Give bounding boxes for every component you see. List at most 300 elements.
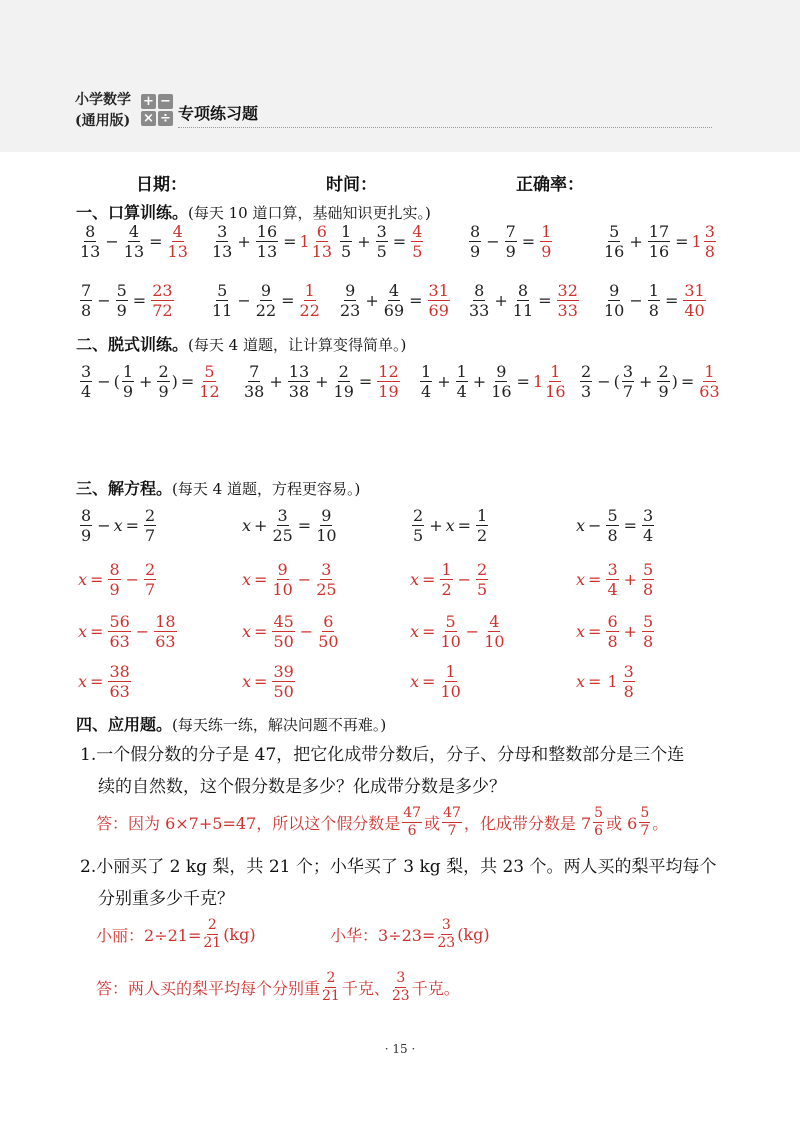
problem-2-line-2: 分别重多少千克？ <box>98 889 234 909</box>
p2-xiaohua-frac-numerator: 3 <box>441 917 451 933</box>
step-4-answer <box>699 362 719 401</box>
p2-xiaoli-label: 小丽：2÷21= <box>96 926 202 945</box>
p2-ans-frac-2-numerator: 3 <box>396 970 406 986</box>
step-3-eq: = <box>516 372 530 391</box>
oral-3-a <box>340 222 352 261</box>
oral-9-b-denominator: 11 <box>512 301 534 320</box>
oral-10-b-denominator: 8 <box>648 301 659 320</box>
equation-3-rhs <box>476 506 488 545</box>
equation-step2-3-p-denominator: 10 <box>440 632 461 651</box>
equation-step2-4-p-numerator: 6 <box>607 612 618 631</box>
oral-7-answer-numerator: 1 <box>304 281 315 300</box>
p2-xiaoli-frac <box>203 917 221 952</box>
equation-step1-2-var: x <box>242 570 252 589</box>
equation-1-var: x <box>113 516 123 535</box>
oral-6-answer-denominator: 72 <box>152 301 173 320</box>
oral-1-a-numerator: 8 <box>85 222 96 241</box>
equation-4-var: x <box>576 516 586 535</box>
step-4-b <box>622 362 634 401</box>
oral-1-b-denominator: 13 <box>123 242 145 261</box>
oral-2-op: + <box>237 232 251 251</box>
equation-step1-1-p-denominator: 9 <box>109 580 120 599</box>
oral-7-a <box>212 281 232 320</box>
oral-7-eq: = <box>281 291 295 310</box>
oral-2-b-denominator: 13 <box>256 242 278 261</box>
equation-step1-4-q-denominator: 8 <box>643 580 654 599</box>
oral-item-4 <box>467 222 554 261</box>
equation-result-2-var: x <box>242 672 252 691</box>
p2-ans-frac-1 <box>322 970 340 1005</box>
equation-step1-4-op: + <box>623 570 638 589</box>
step-1-paren-right: ) <box>171 372 178 391</box>
page-number: · 15 · <box>384 1042 416 1056</box>
equation-4-rhs <box>642 506 654 545</box>
equation-step2-3-p-numerator: 5 <box>445 612 456 631</box>
oral-3-eq: = <box>392 232 407 251</box>
equation-step1-1 <box>78 560 158 599</box>
step-2-c <box>334 362 354 401</box>
equation-2-rhs-denominator: 10 <box>316 526 337 545</box>
equation-2-b <box>272 506 292 545</box>
oral-4-a <box>469 222 481 261</box>
oral-4-b-denominator: 9 <box>505 242 516 261</box>
equation-result-4-result-numerator: 3 <box>623 662 634 681</box>
equation-2-op: + <box>254 516 268 535</box>
equation-result-3-result-numerator: 1 <box>445 662 456 681</box>
oral-7-b-denominator: 22 <box>255 301 277 320</box>
equation-step2-2-q-numerator: 6 <box>323 612 334 631</box>
p1-improper-b <box>442 805 462 840</box>
oral-6-a-numerator: 7 <box>81 281 92 300</box>
equation-step1-1-op: − <box>125 570 140 589</box>
oral-5-answer-numerator: 3 <box>704 222 715 241</box>
equation-step1-2 <box>242 560 339 599</box>
oral-3-answer-numerator: 4 <box>412 222 423 241</box>
oral-5-a-denominator: 16 <box>604 242 625 261</box>
equation-step2-3-q-denominator: 10 <box>484 632 505 651</box>
equation-4-b-numerator: 5 <box>607 506 618 525</box>
step-1-a-numerator: 3 <box>81 362 92 381</box>
section-2-note: (每天 4 道题，让计算变得简单。) <box>188 336 407 354</box>
oral-1-b <box>124 222 144 261</box>
step-4-a-denominator: 3 <box>581 382 592 401</box>
equation-step1-3-p-numerator: 1 <box>441 560 452 579</box>
equation-step1-1-q <box>144 560 156 599</box>
equation-step1-3 <box>410 560 490 599</box>
oral-4-answer-denominator: 9 <box>541 242 552 261</box>
p1-improper-a-denominator: 6 <box>407 823 417 839</box>
oral-4-a-denominator: 9 <box>470 242 481 261</box>
oral-6-answer-numerator: 23 <box>152 281 173 300</box>
minus-icon: − <box>158 94 173 109</box>
step-3-a-numerator: 1 <box>421 362 432 381</box>
oral-9-eq: = <box>538 291 552 310</box>
oral-1-answer <box>168 222 188 261</box>
oral-8-a-denominator: 23 <box>340 301 361 320</box>
p1-improper-a-numerator: 47 <box>403 805 422 821</box>
oral-9-op: + <box>494 291 508 310</box>
equation-2-b-denominator: 25 <box>272 526 293 545</box>
stepwise-item-3 <box>418 362 568 401</box>
equation-step2-3-op: − <box>465 622 480 641</box>
p2-xiaohua-label: 小华：3÷23= <box>330 926 436 945</box>
equation-step1-4-var: x <box>576 570 586 589</box>
equation-result-4-whole: 1 <box>607 672 618 691</box>
equation-1-rhs <box>144 506 156 545</box>
problem-2-answer <box>96 970 460 1005</box>
oral-2-b <box>256 222 278 261</box>
oral-5-b <box>648 222 670 261</box>
equation-step2-4-q <box>642 612 654 651</box>
equation-step1-1-var: x <box>78 570 88 589</box>
p1-or-1: 或 <box>424 814 441 833</box>
oral-9-a-denominator: 33 <box>469 301 490 320</box>
equation-result-1-result-numerator: 38 <box>109 662 130 681</box>
oral-9-answer-numerator: 32 <box>557 281 578 300</box>
equation-result-3-result <box>440 662 460 701</box>
oral-item-8 <box>338 281 452 320</box>
equation-result-2 <box>242 662 297 701</box>
p2-ans-frac-1-denominator: 21 <box>322 988 340 1004</box>
equation-1-rhs-denominator: 7 <box>145 526 156 545</box>
equation-step1-4-q-numerator: 5 <box>643 560 654 579</box>
step-4-op1: − <box>597 372 611 391</box>
step-4-b-numerator: 3 <box>622 362 634 381</box>
equation-2-b-numerator: 3 <box>277 506 288 525</box>
section-4-note: (每天练一练，解决问题不再难。) <box>172 716 387 734</box>
p2-ans-frac-1-numerator: 2 <box>326 970 336 986</box>
oral-3-answer-denominator: 5 <box>412 242 423 261</box>
section-3-title: 三、解方程。 <box>76 479 173 498</box>
equation-step2-1-q <box>154 612 176 651</box>
p1-or-2: 或 6 <box>606 814 638 833</box>
oral-8-b <box>384 281 404 320</box>
equation-result-3-var: x <box>410 672 420 691</box>
accuracy-label: 正确率： <box>516 175 584 195</box>
equation-4 <box>576 506 656 545</box>
equation-step2-1-q-numerator: 18 <box>155 612 176 631</box>
step-4-op2: + <box>639 372 653 391</box>
step-1-a <box>80 362 92 401</box>
oral-1-answer-denominator: 13 <box>167 242 188 261</box>
equation-3-rhs-numerator: 1 <box>477 506 488 525</box>
oral-8-op: + <box>365 291 379 310</box>
section-2-heading <box>76 332 406 355</box>
equation-result-2-result <box>272 662 294 701</box>
p2-ans-frac-2 <box>392 970 410 1005</box>
p2-ans-prefix: 答：两人买的梨平均每个分别重 <box>96 979 321 998</box>
equation-step2-3 <box>410 612 507 651</box>
p2-xiaoli-frac-numerator: 2 <box>207 917 217 933</box>
equation-step1-4-p <box>606 560 618 599</box>
oral-5-whole: 1 <box>691 232 702 251</box>
oral-1-b-numerator: 4 <box>128 222 140 241</box>
equation-step2-3-eq: = <box>422 622 436 641</box>
oral-6-answer <box>151 281 173 320</box>
equation-step2-1-p-numerator: 56 <box>109 612 130 631</box>
oral-2-eq: = <box>283 232 297 251</box>
equation-result-3 <box>410 662 463 701</box>
equation-step1-3-q <box>476 560 488 599</box>
step-2-a-numerator: 7 <box>249 362 260 381</box>
p1-mixed-a-numerator: 5 <box>594 805 604 821</box>
oral-9-a-numerator: 8 <box>474 281 485 300</box>
equation-result-1-var: x <box>78 672 88 691</box>
oral-10-eq: = <box>664 291 679 310</box>
section-1-heading <box>76 200 431 223</box>
section-2-title: 二、脱式训练。 <box>76 335 189 354</box>
step-3-whole: 1 <box>532 372 544 391</box>
equation-step2-2-op: − <box>299 622 314 641</box>
oral-3-a-numerator: 1 <box>341 222 352 241</box>
equation-result-4-result <box>623 662 635 701</box>
equation-step2-1-p-denominator: 63 <box>109 632 130 651</box>
oral-2-answer-numerator: 6 <box>316 222 327 241</box>
p1-improper-a <box>402 805 422 840</box>
oral-item-1 <box>78 222 190 261</box>
equation-result-2-result-denominator: 50 <box>273 682 294 701</box>
equation-step1-2-op: − <box>297 570 312 589</box>
equation-step1-2-q <box>316 560 336 599</box>
step-3-answer <box>545 362 565 401</box>
equation-1-a-denominator: 9 <box>81 526 92 545</box>
equation-result-2-result-numerator: 39 <box>273 662 294 681</box>
oral-4-answer-numerator: 1 <box>541 222 552 241</box>
equation-4-rhs-numerator: 3 <box>643 506 654 525</box>
oral-7-op: − <box>237 291 251 310</box>
equation-step2-2-p-numerator: 45 <box>273 612 294 631</box>
equation-result-3-eq: = <box>422 672 436 691</box>
section-1-note: (每天 10 道口算，基础知识更扎实。) <box>188 204 431 222</box>
p2-ans-unit-2: 千克。 <box>411 979 460 998</box>
p2-ans-unit-1: 千克、 <box>341 979 390 998</box>
equation-step1-2-p-denominator: 10 <box>272 580 293 599</box>
problem-2-xiaoli-calc <box>96 917 256 952</box>
step-2-answer <box>377 362 399 401</box>
oral-10-answer-numerator: 31 <box>684 281 705 300</box>
oral-7-a-numerator: 5 <box>217 281 228 300</box>
equation-2-var: x <box>242 516 252 535</box>
equation-result-4-eq: = <box>588 672 602 691</box>
step-4-b-denominator: 7 <box>622 382 634 401</box>
step-3-a-denominator: 4 <box>421 382 432 401</box>
equation-result-1-result <box>108 662 130 701</box>
equation-1-eq: = <box>125 516 140 535</box>
oral-1-answer-numerator: 4 <box>172 222 183 241</box>
oral-5-eq: = <box>675 232 689 251</box>
p1-mixed-a <box>593 805 604 840</box>
equation-result-2-eq: = <box>254 672 268 691</box>
oral-5-a-numerator: 5 <box>609 222 620 241</box>
step-1-c <box>157 362 169 401</box>
step-3-c-denominator: 16 <box>491 382 512 401</box>
step-2-answer-denominator: 19 <box>378 382 399 401</box>
equation-step2-4-q-denominator: 8 <box>643 632 654 651</box>
problem-2-line-1: 2.小丽买了 2 kg 梨，共 21 个；小华买了 3 kg 梨，共 23 个。两人买的梨平均每个 <box>80 857 717 877</box>
equation-step2-2-q-denominator: 50 <box>318 632 339 651</box>
equation-step2-2 <box>242 612 341 651</box>
equation-step1-4-p-numerator: 3 <box>607 560 618 579</box>
oral-5-answer-denominator: 8 <box>704 242 715 261</box>
oral-10-b-numerator: 1 <box>648 281 659 300</box>
step-4-eq: = <box>680 372 695 391</box>
oral-10-a-numerator: 9 <box>609 281 620 300</box>
p2-xiaohua-frac <box>437 917 455 952</box>
equation-step2-1-q-denominator: 63 <box>155 632 176 651</box>
oral-4-a-numerator: 8 <box>470 222 481 241</box>
equation-step2-4-eq: = <box>588 622 602 641</box>
equation-3-eq: = <box>457 516 472 535</box>
p1-mixed-b-numerator: 5 <box>640 805 650 821</box>
step-3-c <box>491 362 511 401</box>
oral-8-answer-numerator: 31 <box>428 281 449 300</box>
equation-3-op: + <box>429 516 443 535</box>
oral-3-b <box>376 222 388 261</box>
equation-1-a-numerator: 8 <box>81 506 92 525</box>
step-3-c-numerator: 9 <box>496 362 507 381</box>
equation-step1-1-q-numerator: 2 <box>145 560 156 579</box>
oral-item-9 <box>467 281 581 320</box>
step-2-a-denominator: 38 <box>244 382 265 401</box>
oral-4-op: − <box>486 232 500 251</box>
equation-step2-3-p <box>440 612 460 651</box>
equation-step1-2-p-numerator: 9 <box>277 560 288 579</box>
stepwise-item-4 <box>578 362 722 401</box>
oral-2-whole: 1 <box>299 232 310 251</box>
step-4-paren-right: ) <box>671 372 678 391</box>
oral-2-a <box>212 222 232 261</box>
step-1-op1: − <box>97 372 111 391</box>
equation-step1-4-p-denominator: 4 <box>607 580 618 599</box>
equation-step1-1-eq: = <box>90 570 104 589</box>
oral-7-a-denominator: 11 <box>212 301 233 320</box>
step-4-c <box>657 362 669 401</box>
equation-step2-2-p <box>272 612 294 651</box>
equation-step2-1-var: x <box>78 622 88 641</box>
oral-8-b-numerator: 4 <box>388 281 400 300</box>
oral-4-b-numerator: 7 <box>505 222 516 241</box>
step-1-answer-numerator: 5 <box>204 362 215 381</box>
equation-result-3-result-denominator: 10 <box>440 682 461 701</box>
equation-4-b <box>606 506 618 545</box>
date-label: 日期： <box>136 175 187 195</box>
equation-2 <box>242 506 339 545</box>
p1-improper-b-denominator: 7 <box>447 823 457 839</box>
step-3-b <box>456 362 468 401</box>
step-1-a-denominator: 4 <box>81 382 92 401</box>
book-subtitle: 专项练习题 <box>178 104 259 123</box>
oral-3-op: + <box>357 232 371 251</box>
equation-4-rhs-denominator: 4 <box>643 526 654 545</box>
step-1-c-numerator: 2 <box>158 362 169 381</box>
oral-8-answer-denominator: 69 <box>428 301 449 320</box>
oral-10-b <box>648 281 660 320</box>
oral-item-5 <box>602 222 718 261</box>
step-2-c-denominator: 19 <box>333 382 354 401</box>
equation-step2-4-q-numerator: 5 <box>643 612 654 631</box>
equation-step2-4-p-denominator: 8 <box>607 632 618 651</box>
equation-step1-3-op: − <box>457 570 472 589</box>
step-2-b-numerator: 13 <box>288 362 310 381</box>
equation-step2-1-op: − <box>135 622 150 641</box>
step-2-b <box>288 362 310 401</box>
oral-6-b-numerator: 5 <box>116 281 127 300</box>
plus-icon: + <box>141 94 156 109</box>
equation-1-a <box>80 506 92 545</box>
equation-step2-3-q-numerator: 4 <box>489 612 500 631</box>
p1-ans-end: 。 <box>652 814 669 833</box>
equation-step1-2-p <box>272 560 292 599</box>
oral-1-a <box>80 222 100 261</box>
equation-step2-2-q <box>318 612 338 651</box>
equation-2-eq: = <box>297 516 312 535</box>
step-2-eq: = <box>358 372 373 391</box>
equation-3-var: x <box>445 516 455 535</box>
oral-5-b-numerator: 17 <box>648 222 670 241</box>
oral-5-b-denominator: 16 <box>648 242 670 261</box>
stepwise-item-1 <box>78 362 222 401</box>
oral-10-a <box>604 281 624 320</box>
oral-2-a-numerator: 3 <box>217 222 228 241</box>
oral-7-answer <box>300 281 320 320</box>
equation-3 <box>410 506 490 545</box>
step-2-op2: + <box>315 372 329 391</box>
step-4-c-denominator: 9 <box>658 382 669 401</box>
oral-3-b-denominator: 5 <box>376 242 387 261</box>
equation-step1-3-p-denominator: 2 <box>441 580 452 599</box>
equation-result-4 <box>576 662 637 701</box>
oral-2-a-denominator: 13 <box>212 242 233 261</box>
equation-step1-3-q-denominator: 5 <box>477 580 488 599</box>
oral-6-eq: = <box>132 291 147 310</box>
oral-9-a <box>469 281 489 320</box>
step-3-op2: + <box>472 372 487 391</box>
equation-step2-2-var: x <box>242 622 252 641</box>
step-3-answer-denominator: 16 <box>545 382 566 401</box>
oral-2-answer <box>312 222 332 261</box>
oral-9-answer <box>557 281 579 320</box>
oral-item-3 <box>338 222 425 261</box>
oral-7-b <box>256 281 276 320</box>
equation-step1-2-q-denominator: 25 <box>316 580 337 599</box>
equation-result-4-result-denominator: 8 <box>623 682 634 701</box>
stepwise-item-2 <box>242 362 402 401</box>
oral-9-answer-denominator: 33 <box>557 301 578 320</box>
equation-step1-3-eq: = <box>422 570 436 589</box>
oral-1-a-denominator: 13 <box>80 242 101 261</box>
p1-mixed-b-denominator: 7 <box>640 823 650 839</box>
equation-step2-4-p <box>606 612 618 651</box>
p2-xiaohua-unit: (kg) <box>457 925 490 944</box>
equation-result-1-eq: = <box>90 672 104 691</box>
equation-4-eq: = <box>623 516 638 535</box>
equation-1-op: − <box>97 516 111 535</box>
step-4-a-numerator: 2 <box>581 362 592 381</box>
oral-item-10 <box>602 281 708 320</box>
equation-step1-4-eq: = <box>588 570 602 589</box>
oral-9-b <box>513 281 533 320</box>
p1-mixed-a-denominator: 6 <box>594 823 604 839</box>
step-1-b-numerator: 1 <box>122 362 134 381</box>
equation-result-4-var: x <box>576 672 586 691</box>
oral-10-op: − <box>629 291 643 310</box>
oral-5-answer <box>704 222 716 261</box>
step-4-answer-denominator: 63 <box>699 382 720 401</box>
oral-10-answer <box>683 281 705 320</box>
equation-step2-3-var: x <box>410 622 420 641</box>
equation-1 <box>78 506 158 545</box>
oral-3-a-denominator: 5 <box>341 242 352 261</box>
